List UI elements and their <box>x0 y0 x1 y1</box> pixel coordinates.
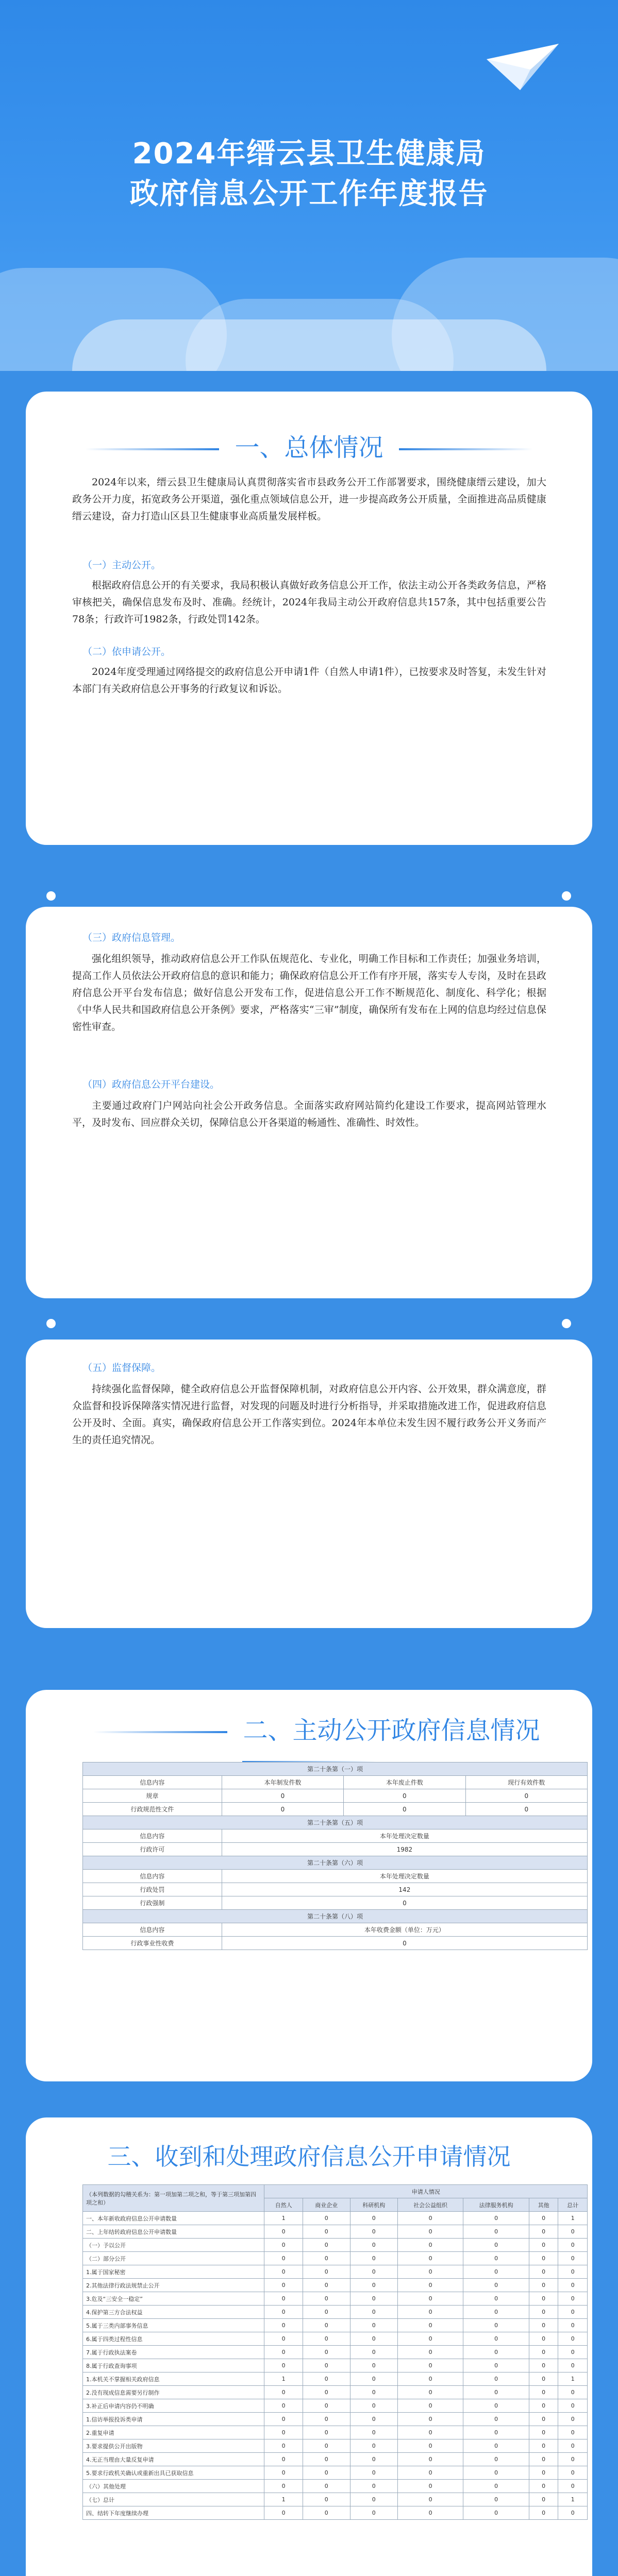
table-row <box>83 2453 588 2466</box>
table-cell: 行政规范性文件 <box>83 1803 222 1816</box>
table-cell: 3.危及“三安全一稳定” <box>83 2292 264 2306</box>
table-cell: 0 <box>558 2279 588 2292</box>
table-row <box>83 2399 588 2413</box>
table-cell: 0 <box>350 2466 397 2480</box>
table-cell: 0 <box>303 2252 350 2265</box>
table-cell: 0 <box>529 2292 558 2306</box>
table-cell: 0 <box>529 2319 558 2332</box>
table-cell: 0 <box>303 2239 350 2252</box>
table-row <box>83 1803 588 1816</box>
table-cell: 行政事业性收费 <box>83 1937 222 1950</box>
table-cell: 0 <box>222 1803 343 1816</box>
table-cell: 0 <box>529 2306 558 2319</box>
section-1-heading <box>26 428 592 463</box>
table-cell: 0 <box>303 2265 350 2279</box>
table-cell: 0 <box>350 2279 397 2292</box>
table-cell: 0 <box>529 2225 558 2239</box>
table-cell: 0 <box>303 2453 350 2466</box>
table-cell: 0 <box>463 2265 529 2279</box>
platform-text: 主要通过政府门户网站向社会公开政务信息。全面落实政府网站简约化建设工作要求，提高网站管理水平，及时发布、回应群众关切，保障信息公开各渠道的畅通性、准确性、时效性。 <box>72 1100 546 1128</box>
table-cell: 0 <box>264 2332 303 2346</box>
table-cell: 1 <box>264 2212 303 2225</box>
table-cell: 0 <box>558 2439 588 2453</box>
overview-card <box>26 392 592 845</box>
table-cell: 0 <box>397 2346 463 2359</box>
table-cell: 0 <box>529 2466 558 2480</box>
table-cell: 0 <box>264 2359 303 2372</box>
heading-rule-left <box>93 1731 227 1733</box>
table-cell: 0 <box>558 2265 588 2279</box>
table-cell: 一、本年新收政府信息公开申请数量 <box>83 2212 264 2225</box>
table-cell: 0 <box>344 1803 465 1816</box>
paper-plane-icon <box>484 41 561 93</box>
table-header: 总计 <box>558 2198 588 2212</box>
table-cell: 0 <box>463 2225 529 2239</box>
table-cell: 2.其他法律行政法规禁止公开 <box>83 2279 264 2292</box>
table-cell: 0 <box>303 2426 350 2439</box>
table-cell: （一）予以公开 <box>83 2239 264 2252</box>
table-row <box>83 1937 588 1950</box>
table-cell: 0 <box>558 2252 588 2265</box>
table-cell: 0 <box>264 2506 303 2520</box>
table-cell: 0 <box>264 2386 303 2399</box>
table-cell: 0 <box>529 2413 558 2426</box>
table-cell: 0 <box>350 2252 397 2265</box>
table-cell: 0 <box>558 2306 588 2319</box>
table-cell: 0 <box>558 2359 588 2372</box>
table-cell: 0 <box>558 2332 588 2346</box>
overview-intro: 2024年以来，缙云县卫生健康局认真贯彻落实省市县政务公开工作部署要求，围绕健康缙云建设，加大政务公开力度，拓宽政务公开渠道，强化重点领域信息公开，进一步提高政务公开质量，全面推进高品质健康缙云建设，奋力打造山区县卫生健康事业高质量发展样板。 <box>72 477 546 522</box>
table-cell: 0 <box>264 2413 303 2426</box>
table-cell: 0 <box>303 2480 350 2493</box>
table-row <box>83 2292 588 2306</box>
table-cell: 0 <box>397 2279 463 2292</box>
request-disclosure-text: 2024年度受理通过网络提交的政府信息公开申请1件（自然人申请1件），已按要求及时答复，未发生针对本部门有关政府信息公开事务的行政复议和诉讼。 <box>72 666 546 694</box>
table-header: （本列数据的勾稽关系为：第一项加第二项之和，等于第三项加第四项之和） <box>83 2185 264 2212</box>
table-row <box>83 2346 588 2359</box>
table-header: 信息内容 <box>83 1829 222 1843</box>
table-cell: 0 <box>558 2399 588 2413</box>
table-cell: 0 <box>350 2493 397 2506</box>
table-cell: 0 <box>558 2319 588 2332</box>
table-cell: 0 <box>303 2332 350 2346</box>
table-cell: 0 <box>463 2346 529 2359</box>
table-header: 其他 <box>529 2198 558 2212</box>
table-cell: 0 <box>264 2265 303 2279</box>
table-cell: 4.保护第三方合法权益 <box>83 2306 264 2319</box>
table-cell: 0 <box>264 2399 303 2413</box>
table-header: 法律服务机构 <box>463 2198 529 2212</box>
heading-rule-right <box>399 448 533 450</box>
table-cell: 4.无正当理由大量反复申请 <box>83 2453 264 2466</box>
divider-dot <box>46 891 56 901</box>
table-cell: 0 <box>529 2265 558 2279</box>
table-header: 信息内容 <box>83 1923 222 1937</box>
table-row <box>83 2239 588 2252</box>
table-cell: 0 <box>463 2506 529 2520</box>
table-header: 本年处理决定数量 <box>222 1870 587 1883</box>
table-cell: 0 <box>558 2292 588 2306</box>
table-cell: 0 <box>463 2279 529 2292</box>
table-cell: 0 <box>529 2372 558 2386</box>
table-cell: 0 <box>397 2439 463 2453</box>
table-cell: 0 <box>529 2480 558 2493</box>
table-cell: 四、结转下年度继续办理 <box>83 2506 264 2520</box>
table-cell: 0 <box>264 2439 303 2453</box>
table-cell: 0 <box>350 2359 397 2372</box>
table-cell: 0 <box>264 2252 303 2265</box>
active-info-card <box>26 1690 592 2081</box>
table-cell: 0 <box>350 2386 397 2399</box>
table-cell: 3.补正后申请内容仍不明确 <box>83 2399 264 2413</box>
table-header: 本年收费金额（单位：万元） <box>222 1923 587 1937</box>
heading-rule-left <box>85 448 219 450</box>
requests-table <box>82 2184 588 2520</box>
table-header: 自然人 <box>264 2198 303 2212</box>
table-cell: 0 <box>397 2466 463 2480</box>
table-header: 现行有效件数 <box>465 1776 587 1789</box>
table-cell: 0 <box>350 2480 397 2493</box>
table-header: 商业企业 <box>303 2198 350 2212</box>
table-cell: 0 <box>303 2386 350 2399</box>
table-cell: 0 <box>558 2506 588 2520</box>
table-cell: 0 <box>463 2372 529 2386</box>
table-header: 信息内容 <box>83 1776 222 1789</box>
table-cell: 0 <box>463 2439 529 2453</box>
table-row <box>83 2493 588 2506</box>
table-cell: 0 <box>303 2439 350 2453</box>
table-cell: 0 <box>397 2225 463 2239</box>
info-management-text: 强化组织领导，推动政府信息公开工作队伍规范化、专业化，明确工作目标和工作责任；加强业务培训，提高工作人员依法公开政府信息的意识和能力；确保政府信息公开工作有序开展，落实专人专岗，及时在县政府信息公开平台发布信息；做好信息公开发布工作，促进信息公开工作不断规范化、制度化、科学化；根据《中华人民共和国政府信息公开条例》要求，严格落实“三审”制度，确保所有发布在上网的信息均经过信息保密性审查。 <box>72 953 546 1032</box>
table-cell: 0 <box>303 2506 350 2520</box>
table-row <box>83 2212 588 2225</box>
active-disclosure-text: 根据政府信息公开的有关要求，我局积极认真做好政务信息公开工作，依法主动公开各类政务信息，严格审核把关，确保信息发布及时、准确。经统计，2024年我局主动公开政府信息共157条，其中包括重要公告78条；行政许可1982条，行政处罚142条。 <box>72 580 546 625</box>
table-cell: 0 <box>350 2413 397 2426</box>
table-row <box>83 1883 588 1896</box>
table-cell: 0 <box>397 2292 463 2306</box>
table-cell: 0 <box>350 2506 397 2520</box>
table-cell: 0 <box>264 2453 303 2466</box>
table-cell: 0 <box>529 2453 558 2466</box>
supervision-heading: （五）监督保障。 <box>82 1362 161 1374</box>
table-cell: 0 <box>397 2426 463 2439</box>
info-management-heading: （三）政府信息管理。 <box>82 932 181 943</box>
table-cell: 0 <box>350 2453 397 2466</box>
table-cell: 0 <box>463 2466 529 2480</box>
table-cell: 0 <box>350 2239 397 2252</box>
table-cell: 0 <box>397 2252 463 2265</box>
table-row <box>83 2265 588 2279</box>
table-cell: （七）总计 <box>83 2493 264 2506</box>
table-cell: 0 <box>397 2480 463 2493</box>
table-cell: 142 <box>222 1883 587 1896</box>
table-cell: 0 <box>397 2359 463 2372</box>
table-header: 本年处理决定数量 <box>222 1829 587 1843</box>
table-cell: 1 <box>264 2372 303 2386</box>
table-cell: 0 <box>350 2306 397 2319</box>
table-cell: 8.属于行政查询事项 <box>83 2359 264 2372</box>
table-cell: 0 <box>397 2506 463 2520</box>
table-cell: 0 <box>303 2306 350 2319</box>
table-cell: 1.本机关不掌握相关政府信息 <box>83 2372 264 2386</box>
table-band: 第二十条第（八）项 <box>83 1910 588 1923</box>
table-cell: （六）其他处理 <box>83 2480 264 2493</box>
section-1-title: 一、总体情况 <box>235 433 383 462</box>
table-cell: 0 <box>397 2319 463 2332</box>
table-cell: 0 <box>222 1937 587 1950</box>
table-cell: 行政许可 <box>83 1843 222 1856</box>
table-cell: 0 <box>303 2466 350 2480</box>
table-cell: 0 <box>463 2252 529 2265</box>
table-cell: 0 <box>344 1789 465 1803</box>
table-cell: 0 <box>558 2453 588 2466</box>
table-cell: 0 <box>222 1789 343 1803</box>
table-cell: 0 <box>529 2359 558 2372</box>
table-cell: 行政强制 <box>83 1896 222 1910</box>
table-cell: 0 <box>558 2466 588 2480</box>
table-cell: 0 <box>264 2306 303 2319</box>
table-cell: 0 <box>463 2413 529 2426</box>
table-row <box>83 2413 588 2426</box>
hero-banner <box>0 0 618 371</box>
table-cell: 0 <box>397 2413 463 2426</box>
table-cell: 6.属于四类过程性信息 <box>83 2332 264 2346</box>
table-cell: 1 <box>558 2212 588 2225</box>
table-cell: 0 <box>397 2212 463 2225</box>
table-cell: 0 <box>465 1789 587 1803</box>
table-cell: 0 <box>529 2332 558 2346</box>
table-cell: 1982 <box>222 1843 587 1856</box>
table-cell: 0 <box>463 2359 529 2372</box>
section-3-title: 三、收到和处理政府信息公开申请情况 <box>107 2143 511 2171</box>
table-cell: 3.要求提供公开出版物 <box>83 2439 264 2453</box>
active-info-table <box>82 1762 588 1950</box>
title-line-2: 政府信息公开工作年度报告 <box>129 177 489 211</box>
table-cell: 0 <box>350 2372 397 2386</box>
table-cell: 0 <box>397 2386 463 2399</box>
supervision-text: 持续强化监督保障，健全政府信息公开监督保障机制，对政府信息公开内容、公开效果，群众满意度，群众监督和投诉保障落实情况进行监督，对发现的问题及时进行分析指导，并采取措施改进工作，促进政府信息公开及时、全面。真实，确保政府信息公开工作落实到位。2024年本单位未发生因不履行政务公开义务而产生的责任追究情况。 <box>72 1383 546 1446</box>
table-cell: 0 <box>303 2212 350 2225</box>
table-band: 第二十条第（一）项 <box>83 1762 588 1776</box>
table-cell: 0 <box>558 2346 588 2359</box>
table-cell: 0 <box>463 2306 529 2319</box>
table-cell: 0 <box>303 2413 350 2426</box>
table-cell: 1.属于国家秘密 <box>83 2265 264 2279</box>
table-cell: 1.信访举报投诉类申请 <box>83 2413 264 2426</box>
table-row <box>83 2426 588 2439</box>
table-cell: 0 <box>303 2279 350 2292</box>
table-cell: 0 <box>397 2265 463 2279</box>
report-title <box>0 134 618 214</box>
table-cell: 0 <box>303 2225 350 2239</box>
table-cell: 0 <box>558 2386 588 2399</box>
table-cell: 0 <box>264 2225 303 2239</box>
table-cell: 0 <box>303 2399 350 2413</box>
table-row <box>83 1789 588 1803</box>
table-cell: 0 <box>397 2372 463 2386</box>
table-cell: 0 <box>529 2279 558 2292</box>
table-cell: 0 <box>397 2239 463 2252</box>
request-disclosure-heading: （二）依申请公开。 <box>82 646 171 657</box>
table-row <box>83 2252 588 2265</box>
table-header: 申请人情况 <box>264 2185 588 2198</box>
table-header: 本年废止件数 <box>344 1776 465 1789</box>
table-cell: 0 <box>303 2292 350 2306</box>
table-row <box>83 2506 588 2520</box>
table-cell: 0 <box>558 2426 588 2439</box>
table-row <box>83 2439 588 2453</box>
table-cell: 0 <box>303 2319 350 2332</box>
divider-dot <box>562 891 571 901</box>
table-cell: （二）部分公开 <box>83 2252 264 2265</box>
requests-card <box>26 2117 592 2576</box>
table-row <box>83 1896 588 1910</box>
table-row <box>83 2466 588 2480</box>
table-cell: 5.属于三类内部事务信息 <box>83 2319 264 2332</box>
management-card <box>26 907 592 1298</box>
table-cell: 0 <box>529 2252 558 2265</box>
title-line-1: 2024年缙云县卫生健康局 <box>132 137 486 171</box>
table-cell: 7.属于行政执法案卷 <box>83 2346 264 2359</box>
table-header: 本年制发件数 <box>222 1776 343 1789</box>
table-cell: 0 <box>303 2372 350 2386</box>
table-cell: 0 <box>350 2212 397 2225</box>
table-cell: 0 <box>529 2386 558 2399</box>
table-cell: 0 <box>350 2292 397 2306</box>
table-cell: 0 <box>397 2332 463 2346</box>
table-cell: 0 <box>350 2332 397 2346</box>
table-cell: 0 <box>350 2225 397 2239</box>
table-cell: 0 <box>529 2346 558 2359</box>
table-cell: 0 <box>558 2225 588 2239</box>
table-cell: 0 <box>529 2439 558 2453</box>
table-cell: 0 <box>397 2306 463 2319</box>
table-band: 第二十条第（六）项 <box>83 1856 588 1870</box>
table-header: 社会公益组织 <box>397 2198 463 2212</box>
table-cell: 1 <box>264 2493 303 2506</box>
table-cell: 0 <box>558 2413 588 2426</box>
table-cell: 2.没有现成信息需要另行制作 <box>83 2386 264 2399</box>
table-cell: 行政处罚 <box>83 1883 222 1896</box>
platform-heading: （四）政府信息公开平台建设。 <box>82 1079 220 1090</box>
table-cell: 0 <box>397 2399 463 2413</box>
table-cell: 0 <box>529 2493 558 2506</box>
table-cell: 0 <box>463 2332 529 2346</box>
section-2-title: 二、主动公开政府信息情况 <box>243 1716 540 1745</box>
table-row <box>83 2279 588 2292</box>
table-cell: 0 <box>264 2426 303 2439</box>
table-cell: 0 <box>264 2466 303 2480</box>
table-header: 信息内容 <box>83 1870 222 1883</box>
table-row <box>83 2372 588 2386</box>
table-row <box>83 2332 588 2346</box>
table-cell: 0 <box>529 2239 558 2252</box>
table-cell: 0 <box>463 2212 529 2225</box>
table-cell: 0 <box>463 2239 529 2252</box>
active-disclosure-heading: （一）主动公开。 <box>82 560 161 571</box>
table-cell: 0 <box>529 2506 558 2520</box>
table-cell: 5.要求行政机关确认或重新出具已获取信息 <box>83 2466 264 2480</box>
table-cell: 0 <box>463 2399 529 2413</box>
table-cell: 二、上年结转政府信息公开申请数量 <box>83 2225 264 2239</box>
table-cell: 1 <box>558 2372 588 2386</box>
table-cell: 0 <box>350 2426 397 2439</box>
table-cell: 0 <box>463 2493 529 2506</box>
table-header: 科研机构 <box>350 2198 397 2212</box>
cloud-decoration <box>72 319 546 371</box>
table-cell: 0 <box>222 1896 587 1910</box>
table-cell: 0 <box>264 2292 303 2306</box>
table-row <box>83 2306 588 2319</box>
table-cell: 0 <box>264 2319 303 2332</box>
table-cell: 0 <box>303 2493 350 2506</box>
table-cell: 0 <box>303 2359 350 2372</box>
table-cell: 0 <box>529 2426 558 2439</box>
table-cell: 0 <box>397 2493 463 2506</box>
table-cell: 0 <box>350 2399 397 2413</box>
table-row <box>83 2480 588 2493</box>
table-cell: 0 <box>529 2399 558 2413</box>
table-cell: 0 <box>303 2346 350 2359</box>
table-cell: 0 <box>264 2279 303 2292</box>
table-row <box>83 2319 588 2332</box>
table-cell: 0 <box>264 2239 303 2252</box>
table-cell: 0 <box>397 2453 463 2466</box>
table-cell: 0 <box>558 2480 588 2493</box>
table-cell: 0 <box>264 2346 303 2359</box>
table-row <box>83 2225 588 2239</box>
table-cell: 2.重复申请 <box>83 2426 264 2439</box>
table-cell: 0 <box>463 2292 529 2306</box>
table-cell: 0 <box>558 2239 588 2252</box>
table-cell: 0 <box>529 2212 558 2225</box>
table-cell: 0 <box>264 2480 303 2493</box>
table-row <box>83 1843 588 1856</box>
table-cell: 0 <box>463 2426 529 2439</box>
table-row <box>83 2359 588 2372</box>
table-row <box>83 2386 588 2399</box>
table-cell: 1 <box>558 2493 588 2506</box>
divider-dot <box>46 1319 56 1328</box>
divider-dot <box>562 1319 571 1328</box>
table-cell: 0 <box>350 2265 397 2279</box>
table-band: 第二十条第（五）项 <box>83 1816 588 1829</box>
table-cell: 0 <box>465 1803 587 1816</box>
table-cell: 0 <box>463 2453 529 2466</box>
table-cell: 0 <box>350 2319 397 2332</box>
table-cell: 0 <box>350 2439 397 2453</box>
table-cell: 0 <box>463 2386 529 2399</box>
table-cell: 0 <box>463 2319 529 2332</box>
table-cell: 规章 <box>83 1789 222 1803</box>
supervision-card <box>26 1340 592 1628</box>
table-cell: 0 <box>463 2480 529 2493</box>
table-cell: 0 <box>350 2346 397 2359</box>
